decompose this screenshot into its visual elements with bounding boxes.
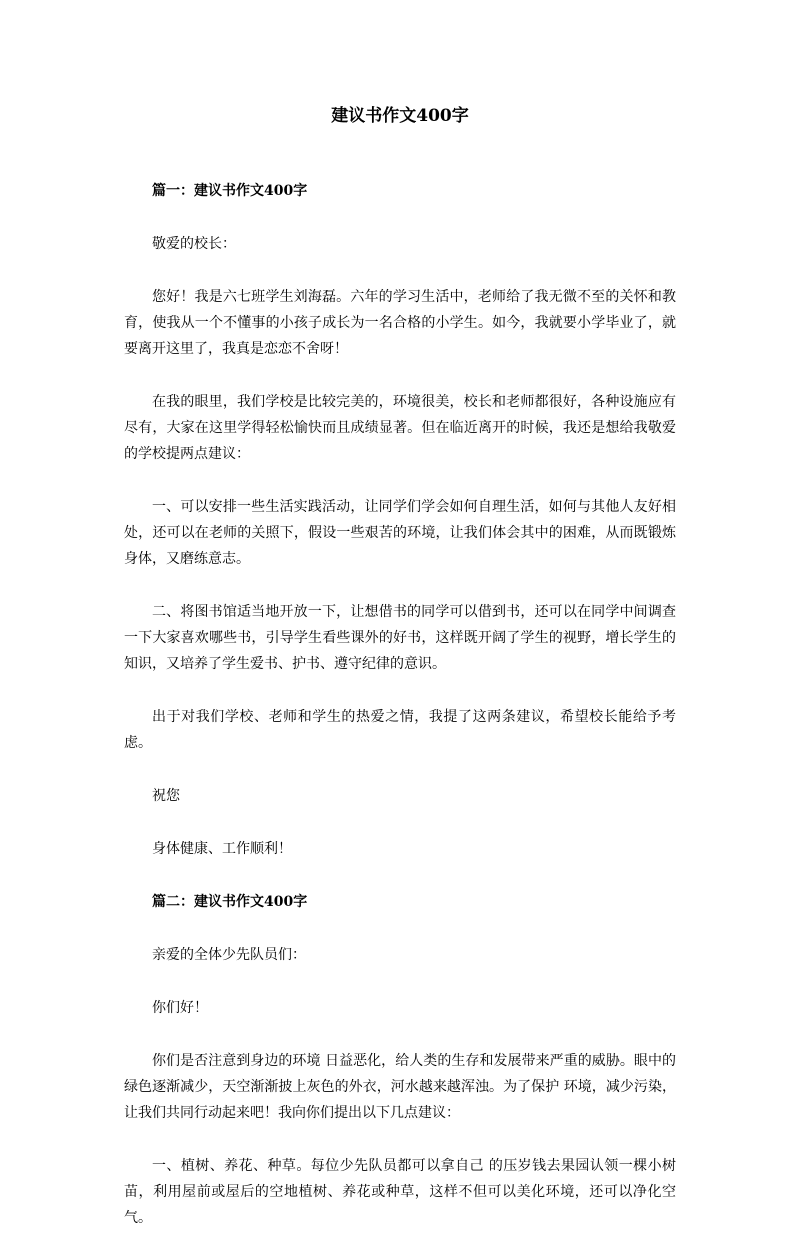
greeting: 你们好！ [152,1000,208,1016]
document-title: 建议书作文400字 [331,106,469,126]
closing-line: 身体健康、工作顺利！ [152,841,292,857]
body-paragraph: 您好！我是六七班学生刘海磊。六年的学习生活中，老师给了我无微不至的关怀和教育，使我从一个不懂事的小孩子成长为一名合格的小学生。如今，我就要小学毕业了，就要离开这里了，我真是恋恋不舍呀！ [124,289,676,357]
body-paragraph: 你们是否注意到身边的环境 日益恶化，给人类的生存和发展带来严重的威胁。眼中的绿色逐渐减少，天空渐渐披上灰色的外衣，河水越来越浑浊。为了保护 环境，减少污染，让我们共同行动起来吧！我向你们提出以下几点建议： [124,1053,676,1121]
closing-line: 祝您 [152,788,180,804]
body-paragraph: 在我的眼里，我们学校是比较完美的，环境很美，校长和老师都很好，各种设施应有尽有，大家在这里学得轻松愉快而且成绩显著。但在临近离开的时候，我还是想给我敬爱的学校提两点建议： [124,394,676,462]
section-heading-1: 篇一：建议书作文400字 [152,183,308,199]
body-paragraph: 出于对我们学校、老师和学生的热爱之情，我提了这两条建议，希望校长能给予考虑。 [124,709,676,751]
salutation: 敬爱的校长： [152,236,236,252]
body-paragraph: 一、可以安排一些生活实践活动，让同学们学会如何自理生活，如何与其他人友好相处，还可以在老师的关照下，假设一些艰苦的环境，让我们体会其中的困难，从而既锻炼身体，又磨练意志。 [124,499,676,567]
body-paragraph: 一、植树、养花、种草。每位少先队员都可以拿自己 的压岁钱去果园认领一棵小树苗，利用屋前或屋后的空地植树、养花或种草，这样不但可以美化环境，还可以净化空气。 [124,1158,676,1226]
document-body [124,178,676,1258]
section-heading-2: 篇二：建议书作文400字 [152,894,308,910]
salutation: 亲爱的全体少先队员们： [152,947,306,963]
body-paragraph: 二、将图书馆适当地开放一下，让想借书的同学可以借到书，还可以在同学中间调查一下大家喜欢哪些书，引导学生看些课外的好书，这样既开阔了学生的视野，增长学生的知识，又培养了学生爱书、护书、遵守纪律的意识。 [124,604,676,672]
